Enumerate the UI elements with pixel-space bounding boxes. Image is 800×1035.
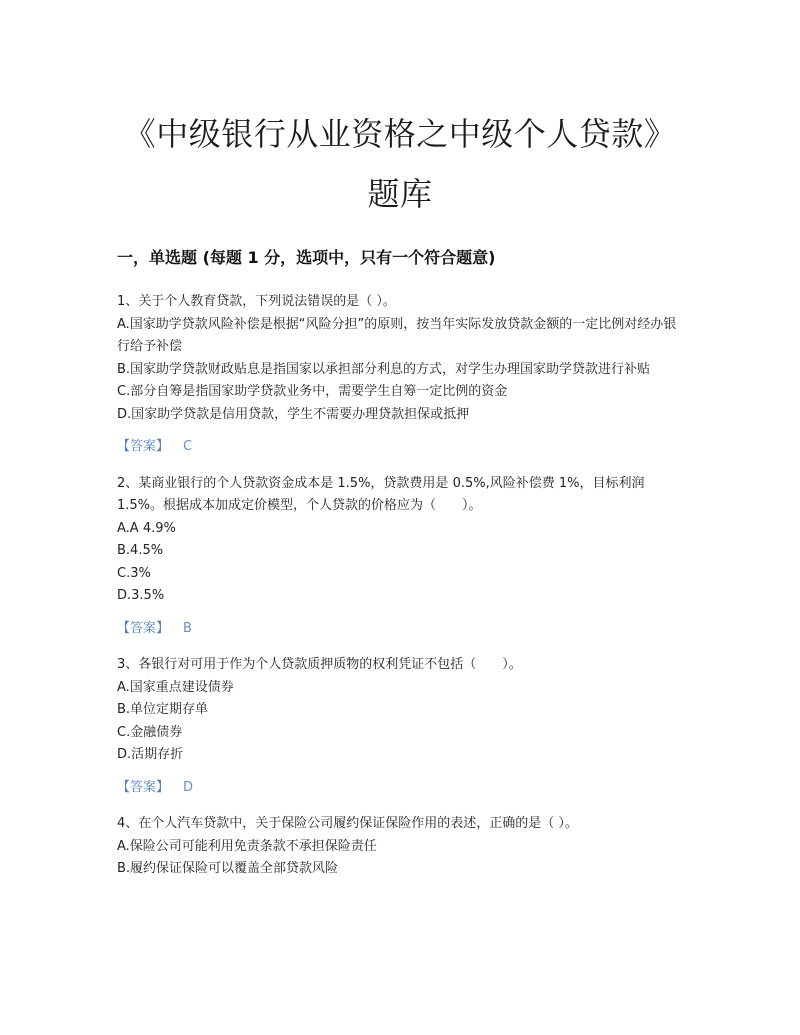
option-c: C.部分自筹是指国家助学贷款业务中，需要学生自筹一定比例的资金 (117, 384, 508, 399)
answer-label: 【答案】 (117, 620, 170, 636)
answer-value: C (183, 439, 193, 454)
option-b: B.4.5% (117, 543, 164, 558)
option-a: A.国家助学贷款风险补偿是根据“风险分担”的原则，按当年实际发放贷款金额的一定比例对经办银行给予补偿 (117, 316, 677, 354)
option-c: C.3% (117, 565, 151, 581)
option-b: B.单位定期存单 (117, 702, 209, 717)
option-a: A.保险公司可能利用免责条款不承担保险责任 (117, 838, 377, 854)
option-b: B.履约保证保险可以覆盖全部贷款风险 (117, 861, 339, 876)
section-heading: 一，单选题 (每题 1 分，选项中，只有一个符合题意) (117, 248, 496, 267)
answer-line (117, 436, 685, 459)
option-d: D.3.5% (117, 588, 165, 603)
question-3 (117, 654, 685, 799)
option-d: D.活期存折 (117, 747, 184, 762)
question-text: 4、在个人汽车贷款中，关于保险公司履约保证保险作用的表述，正确的是（ ）。 (117, 816, 578, 831)
question-text: 2、某商业银行的个人贷款资金成本是 1.5%，贷款费用是 0.5%,风险补偿费 1%，目标利润 1.5%。根据成本加成定价模型，个人贷款的价格应为（ ）。 (117, 475, 645, 513)
option-a: A.A 4.9% (117, 520, 176, 536)
answer-label: 【答案】 (117, 779, 170, 795)
answer-label: 【答案】 (117, 439, 170, 454)
question-1 (117, 291, 685, 459)
question-2 (117, 473, 685, 641)
option-c: C.金融债券 (117, 724, 183, 740)
answer-value: D (183, 779, 194, 795)
answer-line (117, 777, 685, 800)
option-b: B.国家助学贷款财政贴息是指国家以承担部分利息的方式，对学生办理国家助学贷款进行补贴 (117, 361, 651, 377)
question-list (117, 291, 685, 881)
question-text: 3、各银行对可用于作为个人贷款质押质物的权利凭证不包括（ ）。 (117, 657, 522, 672)
option-a: A.国家重点建设债券 (117, 679, 234, 695)
document-title: 《中级银行从业资格之中级个人贷款》题库 (123, 115, 677, 213)
question-4 (117, 813, 685, 881)
question-text: 1、关于个人教育贷款，下列说法错误的是（ ）。 (117, 294, 396, 309)
answer-line (117, 618, 685, 641)
answer-value: B (183, 620, 192, 636)
option-d: D.国家助学贷款是信用贷款，学生不需要办理贷款担保或抵押 (117, 406, 470, 422)
